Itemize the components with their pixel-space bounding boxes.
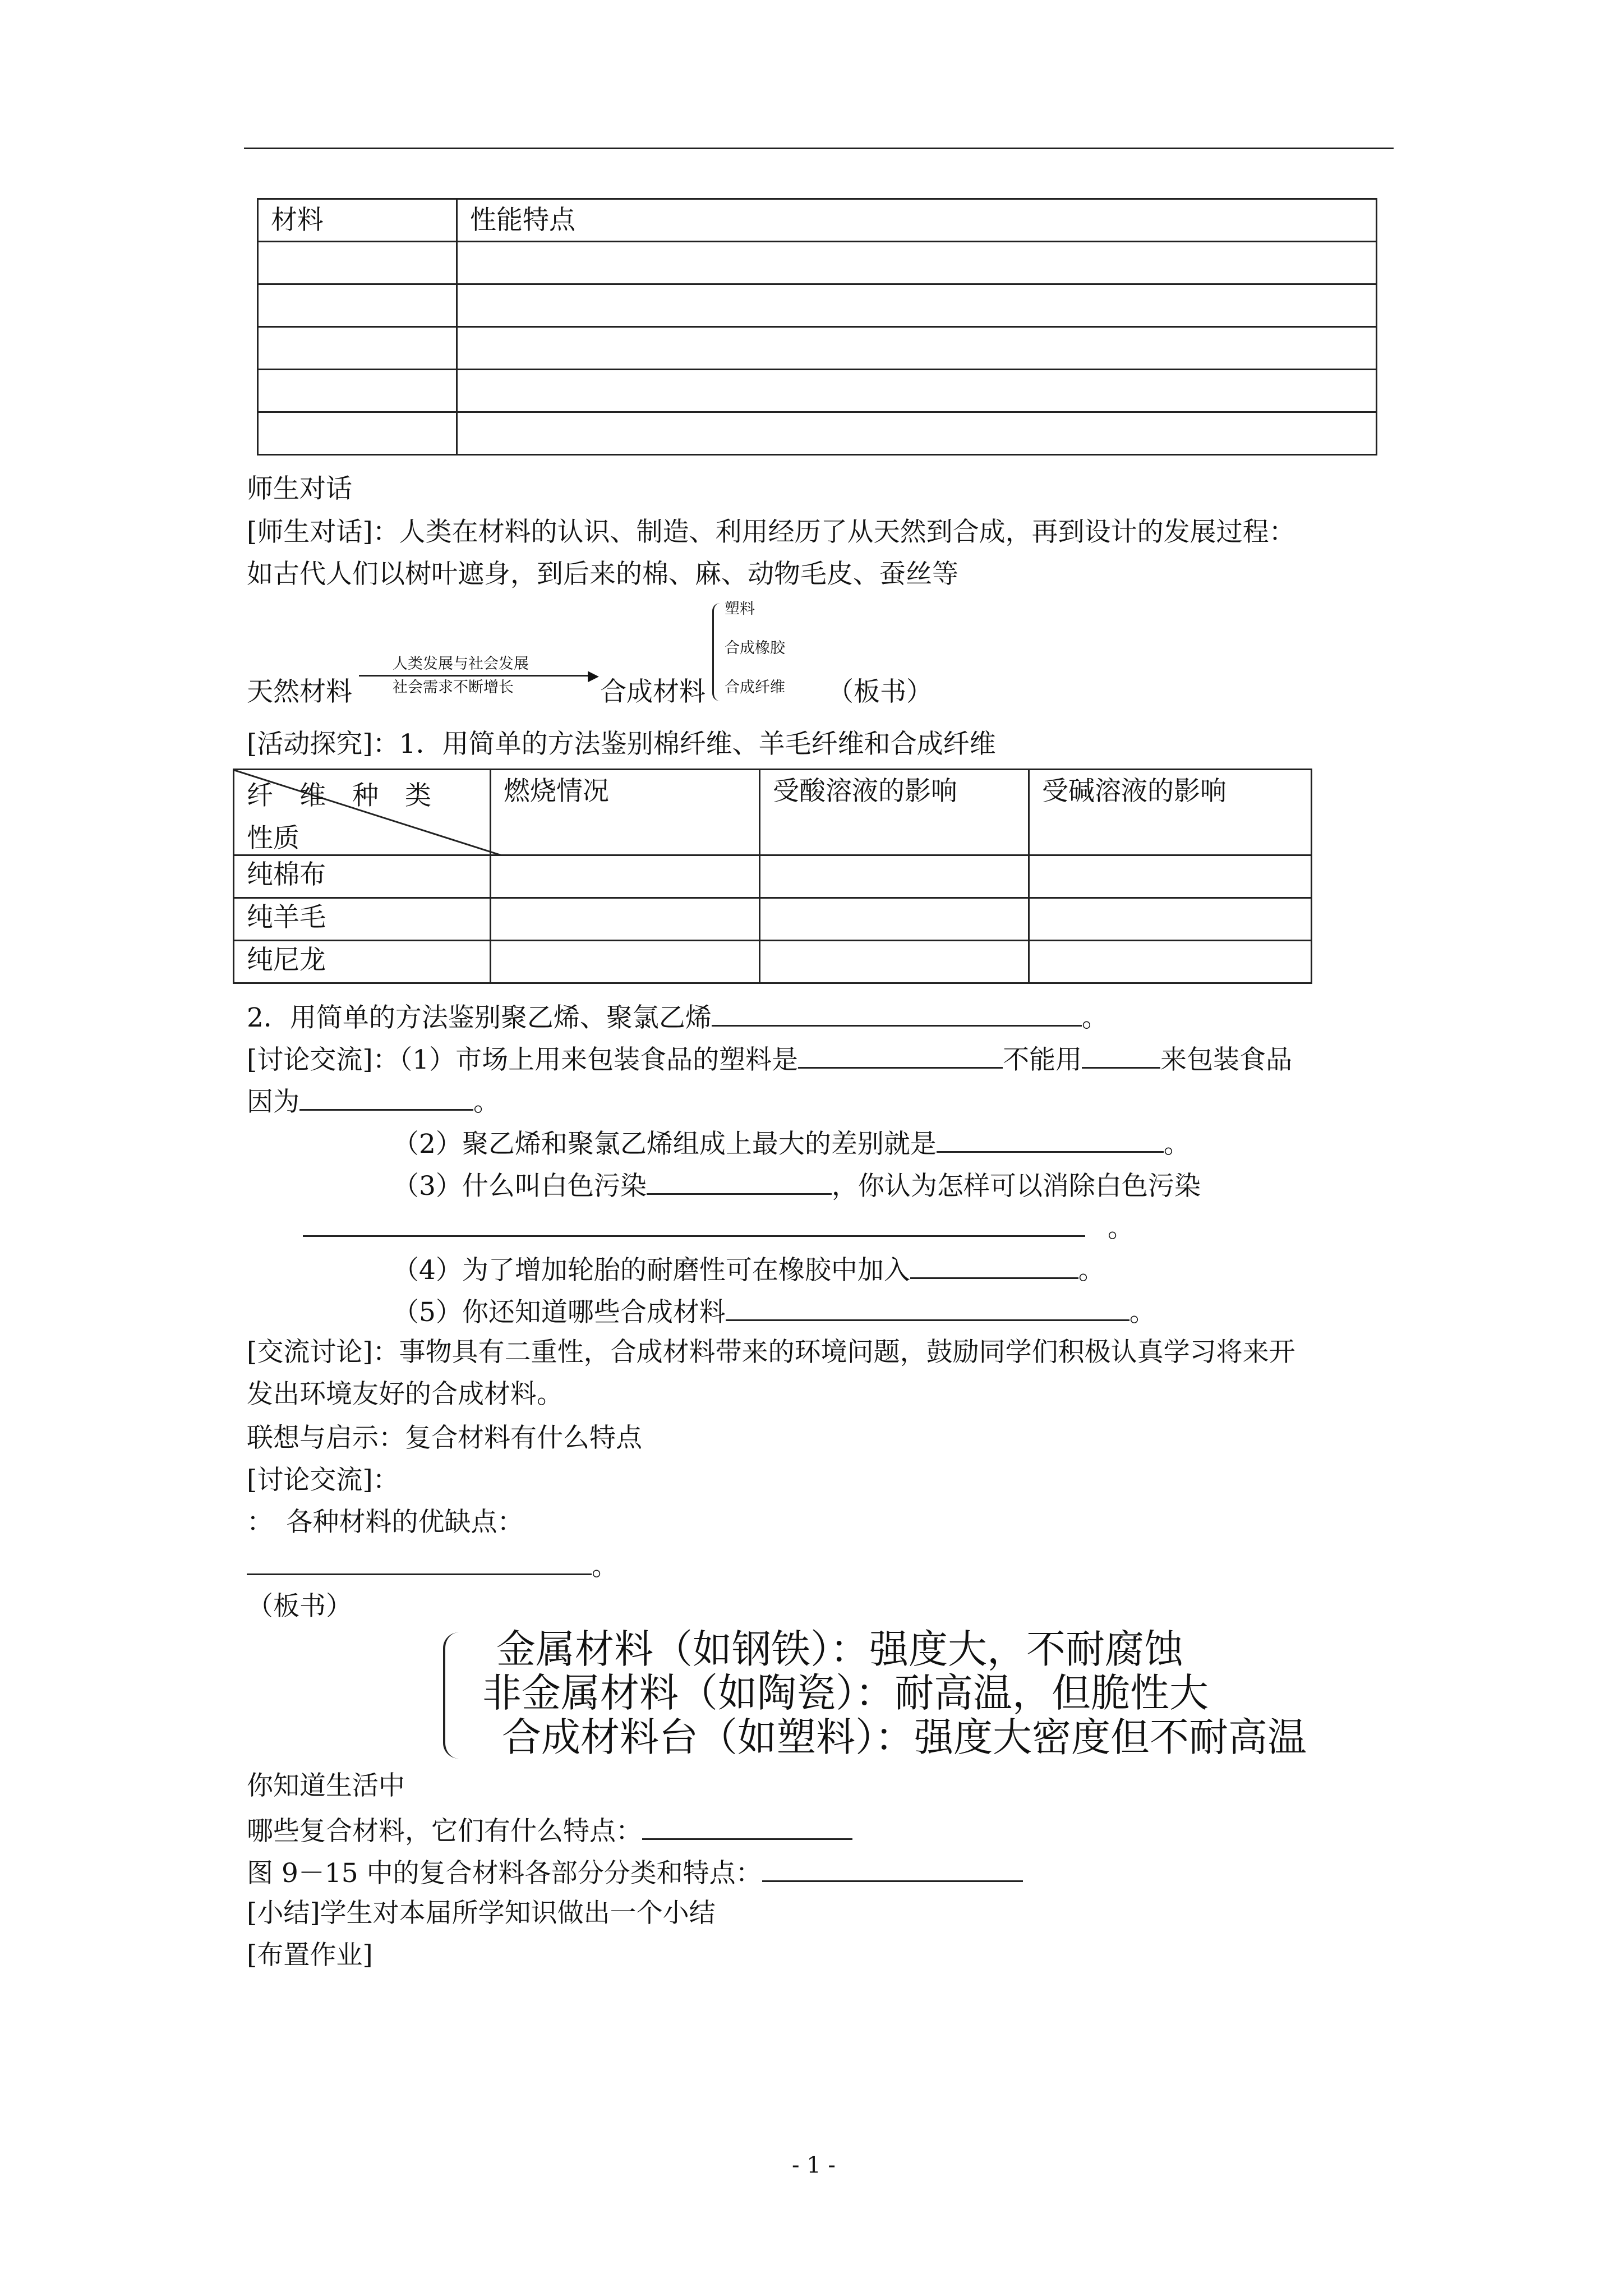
table-row: [258, 370, 1377, 412]
discuss-q1-text-d: 因为: [247, 1087, 299, 1117]
table-row: [234, 855, 1312, 898]
material-table: [257, 198, 1377, 455]
table-cell: [457, 412, 1377, 455]
table-row: [258, 327, 1377, 370]
table-cell: [258, 284, 457, 327]
question-2: [247, 1002, 1108, 1031]
table-cell: [457, 370, 1377, 412]
arrow-bottom-label: 社会需求不断增长: [393, 679, 514, 696]
answer-blank[interactable]: [247, 1551, 592, 1575]
fiber-table: [233, 769, 1312, 984]
board-line-synthetic: 合成材料台（如塑料）：强度大密度但不耐高温: [502, 1714, 1307, 1760]
board-line-nonmetal: 非金属材料（如陶瓷）：耐高温，但脆性大: [482, 1670, 1209, 1716]
table-header-cell: 受酸溶液的影响: [760, 770, 1029, 855]
table-row: [258, 242, 1377, 284]
figure-question: [247, 1858, 1023, 1887]
answer-blank[interactable]: [647, 1171, 832, 1195]
table-row: [234, 898, 1312, 941]
period: 。: [473, 1087, 500, 1117]
answer-blank[interactable]: [712, 1002, 1082, 1027]
corner-top-label: 纤 维 种 类: [247, 780, 431, 811]
discuss-q2: [393, 1129, 1190, 1157]
life-question-2-text: 哪些复合材料，它们有什么特点：: [247, 1816, 642, 1847]
table-header-row: [234, 770, 1312, 855]
table-row: [258, 412, 1377, 455]
diagonal-header-cell: [234, 770, 491, 855]
period: 。: [1078, 1255, 1105, 1286]
pros-cons: ： 各种材料的优缺点：: [247, 1507, 524, 1538]
table-cell: [760, 941, 1029, 983]
life-question-1: 你知道生活中: [247, 1770, 405, 1801]
discuss-q3: [393, 1171, 1201, 1202]
table-header-cell: 性能特点: [457, 199, 1377, 242]
answer-blank[interactable]: [937, 1129, 1164, 1153]
header-rule: [244, 148, 1394, 149]
dialog-line-2: 如古代人们以树叶遮身，到后来的棉、麻、动物毛皮、蚕丝等: [247, 559, 958, 590]
arrow-head-icon: ▶: [588, 668, 599, 684]
discuss-q1-text-b: 不能用: [1003, 1045, 1082, 1075]
brace-icon: [443, 1632, 461, 1759]
activity-title: [活动探究]：1．用简单的方法鉴别棉纤维、羊毛纤维和合成纤维: [247, 729, 996, 760]
table-cell: 纯尼龙: [234, 941, 491, 983]
answer-blank[interactable]: [910, 1255, 1078, 1279]
answer-blank[interactable]: [726, 1297, 1129, 1321]
life-question-2: [247, 1816, 852, 1847]
discuss-q3-text-b: ，你认为怎样可以消除白色污染: [831, 1171, 1201, 1202]
figure-question-text: 图 9－15 中的复合材料各部分分类和特点：: [247, 1858, 762, 1889]
discuss-q3-text: （3）什么叫白色污染: [393, 1171, 647, 1202]
lianxiang: 联想与启示：复合材料有什么特点: [247, 1423, 642, 1453]
synthetic-material-label: 合成材料: [600, 677, 706, 707]
branch-fiber: 合成纤维: [725, 679, 785, 696]
answer-blank[interactable]: [798, 1045, 1003, 1069]
discuss-q4-text: （4）为了增加轮胎的耐磨性可在橡胶中加入: [393, 1255, 910, 1286]
table-cell: [457, 242, 1377, 284]
discuss-q2-text: （2）聚乙烯和聚氯乙烯组成上最大的差别就是: [393, 1129, 937, 1159]
table-cell: 纯棉布: [234, 855, 491, 898]
discuss-2: [讨论交流]：: [247, 1465, 399, 1496]
question-2-text: 2．用简单的方法鉴别聚乙烯、聚氯乙烯: [247, 1002, 712, 1033]
period: 。: [1163, 1129, 1190, 1159]
board-note-2: （板书）: [247, 1591, 352, 1622]
page-number: - 1 -: [792, 2152, 836, 2178]
discuss-q5-text: （5）你还知道哪些合成材料: [393, 1297, 726, 1328]
arrow-line: [359, 675, 594, 677]
answer-blank[interactable]: [1082, 1045, 1160, 1069]
table-row: [258, 284, 1377, 327]
discuss-q1-text: [讨论交流]：（1）市场上用来包装食品的塑料是: [247, 1045, 799, 1075]
table-cell: [1029, 898, 1312, 941]
table-header-cell: 材料: [258, 199, 457, 242]
period: 。: [1081, 1002, 1108, 1033]
table-cell: [1029, 941, 1312, 983]
table-cell: [491, 941, 760, 983]
table-cell: [760, 898, 1029, 941]
branch-rubber: 合成橡胶: [725, 639, 785, 657]
period: 。: [1108, 1213, 1134, 1244]
discuss-q4: [393, 1255, 1105, 1286]
table-header-row: [258, 199, 1377, 242]
period: 。: [1129, 1297, 1156, 1328]
answer-blank[interactable]: [303, 1213, 1085, 1237]
discuss-q5: [393, 1297, 1156, 1326]
table-cell: [1029, 855, 1312, 898]
table-cell: [258, 412, 457, 455]
period: 。: [592, 1551, 618, 1582]
table-cell: [491, 898, 760, 941]
table-cell: [258, 242, 457, 284]
answer-blank[interactable]: [299, 1087, 473, 1111]
arrow-top-label: 人类发展与社会发展: [393, 655, 529, 673]
summary: [小结]学生对本届所学知识做出一个小结: [247, 1898, 716, 1929]
exchange-line-2: 发出环境友好的合成材料。: [247, 1379, 563, 1410]
answer-blank[interactable]: [642, 1816, 852, 1840]
table-cell: [457, 327, 1377, 370]
table-cell: [258, 327, 457, 370]
discuss-q1: [247, 1045, 1292, 1073]
homework: [布置作业]: [247, 1940, 373, 1971]
table-cell: [491, 855, 760, 898]
discuss-q1-reason: [247, 1087, 500, 1115]
board-line-metal: 金属材料（如钢铁）：强度大，不耐腐蚀: [496, 1626, 1183, 1672]
natural-material-label: 天然材料: [247, 677, 352, 707]
board-note: （板书）: [827, 677, 933, 707]
table-cell: [258, 370, 457, 412]
dialog-line-1: [师生对话]：人类在材料的认识、制造、利用经历了从天然到合成，再到设计的发展过程：: [247, 517, 1295, 547]
branch-plastic: 塑料: [725, 600, 755, 618]
section-title: 师生对话: [247, 473, 352, 504]
exchange-line-1: [交流讨论]：事物具有二重性，合成材料带来的环境问题，鼓励同学们积极认真学习将来开: [247, 1337, 1295, 1368]
answer-blank[interactable]: [762, 1858, 1023, 1882]
table-cell: 纯羊毛: [234, 898, 491, 941]
table-header-cell: 受碱溶液的影响: [1029, 770, 1312, 855]
discuss-q3-line: [303, 1213, 1134, 1244]
table-header-cell: 燃烧情况: [491, 770, 760, 855]
table-cell: [457, 284, 1377, 327]
table-cell: [760, 855, 1029, 898]
table-row: [234, 941, 1312, 983]
brace-icon: [712, 603, 722, 701]
corner-bottom-label: 性质: [247, 823, 299, 854]
discuss-q1-text-c: 来包装食品: [1160, 1045, 1293, 1075]
pros-cons-line: [247, 1551, 618, 1580]
